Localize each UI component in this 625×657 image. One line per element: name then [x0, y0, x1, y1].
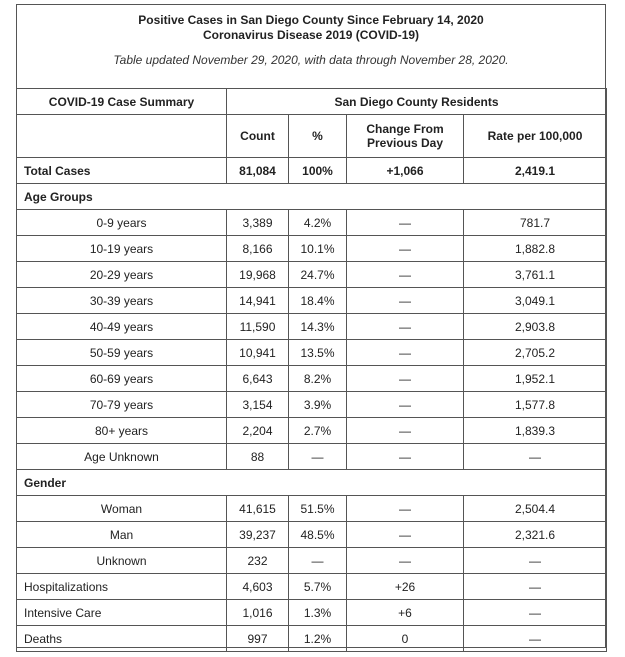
gender-section-label: Gender — [17, 470, 607, 496]
cell-change: +26 — [347, 574, 464, 600]
age-section-label: Age Groups — [17, 184, 607, 210]
cell-pct: 8.2% — [289, 366, 347, 392]
cell-label: Deaths — [17, 626, 227, 652]
cell-change: — — [347, 288, 464, 314]
table-title: Positive Cases in San Diego County Since February 14, 2020 — [138, 13, 484, 27]
cell-label: 80+ years — [17, 418, 227, 444]
cell-rate: 1,882.8 — [464, 236, 607, 262]
cell-label: 10-19 years — [17, 236, 227, 262]
cell-count: 4,603 — [227, 574, 289, 600]
col-change-header: Change From Previous Day — [347, 115, 464, 158]
cell-rate: 2,504.4 — [464, 496, 607, 522]
table-row — [17, 236, 607, 262]
cell-count: 19,968 — [227, 262, 289, 288]
cell-pct: 3.9% — [289, 392, 347, 418]
gender-section-row — [17, 470, 607, 496]
table-row — [17, 366, 607, 392]
cell-label: 0-9 years — [17, 210, 227, 236]
cell-count: 88 — [227, 444, 289, 470]
cell-change: — — [347, 366, 464, 392]
table-row — [17, 392, 607, 418]
cell-label: 60-69 years — [17, 366, 227, 392]
cell-pct: 1.2% — [289, 626, 347, 652]
cell-change: — — [347, 522, 464, 548]
total-change: +1,066 — [347, 158, 464, 184]
cell-change: — — [347, 496, 464, 522]
total-rate: 2,419.1 — [464, 158, 607, 184]
cell-rate: — — [464, 626, 607, 652]
cell-rate: 1,952.1 — [464, 366, 607, 392]
table-row — [17, 210, 607, 236]
summary-label: COVID-19 Case Summary — [17, 89, 227, 115]
cell-label: Hospitalizations — [17, 574, 227, 600]
cell-label: 30-39 years — [17, 288, 227, 314]
case-summary-panel — [16, 4, 606, 648]
table-row — [17, 444, 607, 470]
cell-change: — — [347, 392, 464, 418]
cell-rate: 781.7 — [464, 210, 607, 236]
cell-change: — — [347, 444, 464, 470]
cell-rate: 3,761.1 — [464, 262, 607, 288]
cell-change: — — [347, 236, 464, 262]
empty-header-cell — [17, 115, 227, 158]
cell-rate: 3,049.1 — [464, 288, 607, 314]
col-pct-header: % — [289, 115, 347, 158]
cell-label: Woman — [17, 496, 227, 522]
cell-pct: 48.5% — [289, 522, 347, 548]
table-row — [17, 522, 607, 548]
cell-label: 50-59 years — [17, 340, 227, 366]
cell-change: — — [347, 210, 464, 236]
table-row — [17, 262, 607, 288]
cell-pct: 10.1% — [289, 236, 347, 262]
table-header — [17, 13, 605, 88]
cell-rate: 1,839.3 — [464, 418, 607, 444]
table-row — [17, 418, 607, 444]
table-row — [17, 548, 607, 574]
table-row — [17, 496, 607, 522]
cell-label: Unknown — [17, 548, 227, 574]
cell-count: 11,590 — [227, 314, 289, 340]
cell-count: 2,204 — [227, 418, 289, 444]
cell-change: — — [347, 314, 464, 340]
table-subtitle: Coronavirus Disease 2019 (COVID-19) — [202, 28, 420, 42]
cell-pct: — — [289, 548, 347, 574]
table-row — [17, 600, 607, 626]
cell-rate: 1,577.8 — [464, 392, 607, 418]
cell-pct: 1.3% — [289, 600, 347, 626]
cell-count: 14,941 — [227, 288, 289, 314]
col-count-header: Count — [227, 115, 289, 158]
cell-label: Age Unknown — [17, 444, 227, 470]
cell-change: 0 — [347, 626, 464, 652]
cell-pct: — — [289, 444, 347, 470]
table-row — [17, 626, 607, 652]
cell-pct: 18.4% — [289, 288, 347, 314]
table-row — [17, 288, 607, 314]
cell-pct: 2.7% — [289, 418, 347, 444]
cell-label: 20-29 years — [17, 262, 227, 288]
cell-change: — — [347, 262, 464, 288]
total-count: 81,084 — [227, 158, 289, 184]
cell-count: 3,154 — [227, 392, 289, 418]
col-rate-header: Rate per 100,000 — [464, 115, 607, 158]
cell-label: 70-79 years — [17, 392, 227, 418]
table-row — [17, 574, 607, 600]
total-row — [17, 158, 607, 184]
age-section-row — [17, 184, 607, 210]
cell-label: 40-49 years — [17, 314, 227, 340]
cell-count: 10,941 — [227, 340, 289, 366]
cell-count: 41,615 — [227, 496, 289, 522]
cell-count: 6,643 — [227, 366, 289, 392]
case-summary-table — [16, 88, 607, 652]
cell-rate: — — [464, 574, 607, 600]
residents-label: San Diego County Residents — [227, 89, 607, 115]
cell-rate: 2,705.2 — [464, 340, 607, 366]
cell-pct: 13.5% — [289, 340, 347, 366]
cell-count: 8,166 — [227, 236, 289, 262]
table-row — [17, 314, 607, 340]
table-row — [17, 340, 607, 366]
cell-change: — — [347, 418, 464, 444]
cell-rate: — — [464, 600, 607, 626]
cell-change: — — [347, 340, 464, 366]
cell-pct: 14.3% — [289, 314, 347, 340]
cell-rate: — — [464, 548, 607, 574]
total-label: Total Cases — [17, 158, 227, 184]
cell-pct: 51.5% — [289, 496, 347, 522]
cell-rate: — — [464, 444, 607, 470]
cell-pct: 24.7% — [289, 262, 347, 288]
cell-count: 3,389 — [227, 210, 289, 236]
cell-label: Man — [17, 522, 227, 548]
cell-count: 997 — [227, 626, 289, 652]
cell-count: 1,016 — [227, 600, 289, 626]
cell-change: +6 — [347, 600, 464, 626]
cell-rate: 2,903.8 — [464, 314, 607, 340]
cell-pct: 5.7% — [289, 574, 347, 600]
cell-pct: 4.2% — [289, 210, 347, 236]
cell-rate: 2,321.6 — [464, 522, 607, 548]
cell-count: 39,237 — [227, 522, 289, 548]
total-pct: 100% — [289, 158, 347, 184]
cell-label: Intensive Care — [17, 600, 227, 626]
cell-count: 232 — [227, 548, 289, 574]
cell-change: — — [347, 548, 464, 574]
update-note: Table updated November 29, 2020, with data through November 28, 2020. — [113, 53, 509, 67]
